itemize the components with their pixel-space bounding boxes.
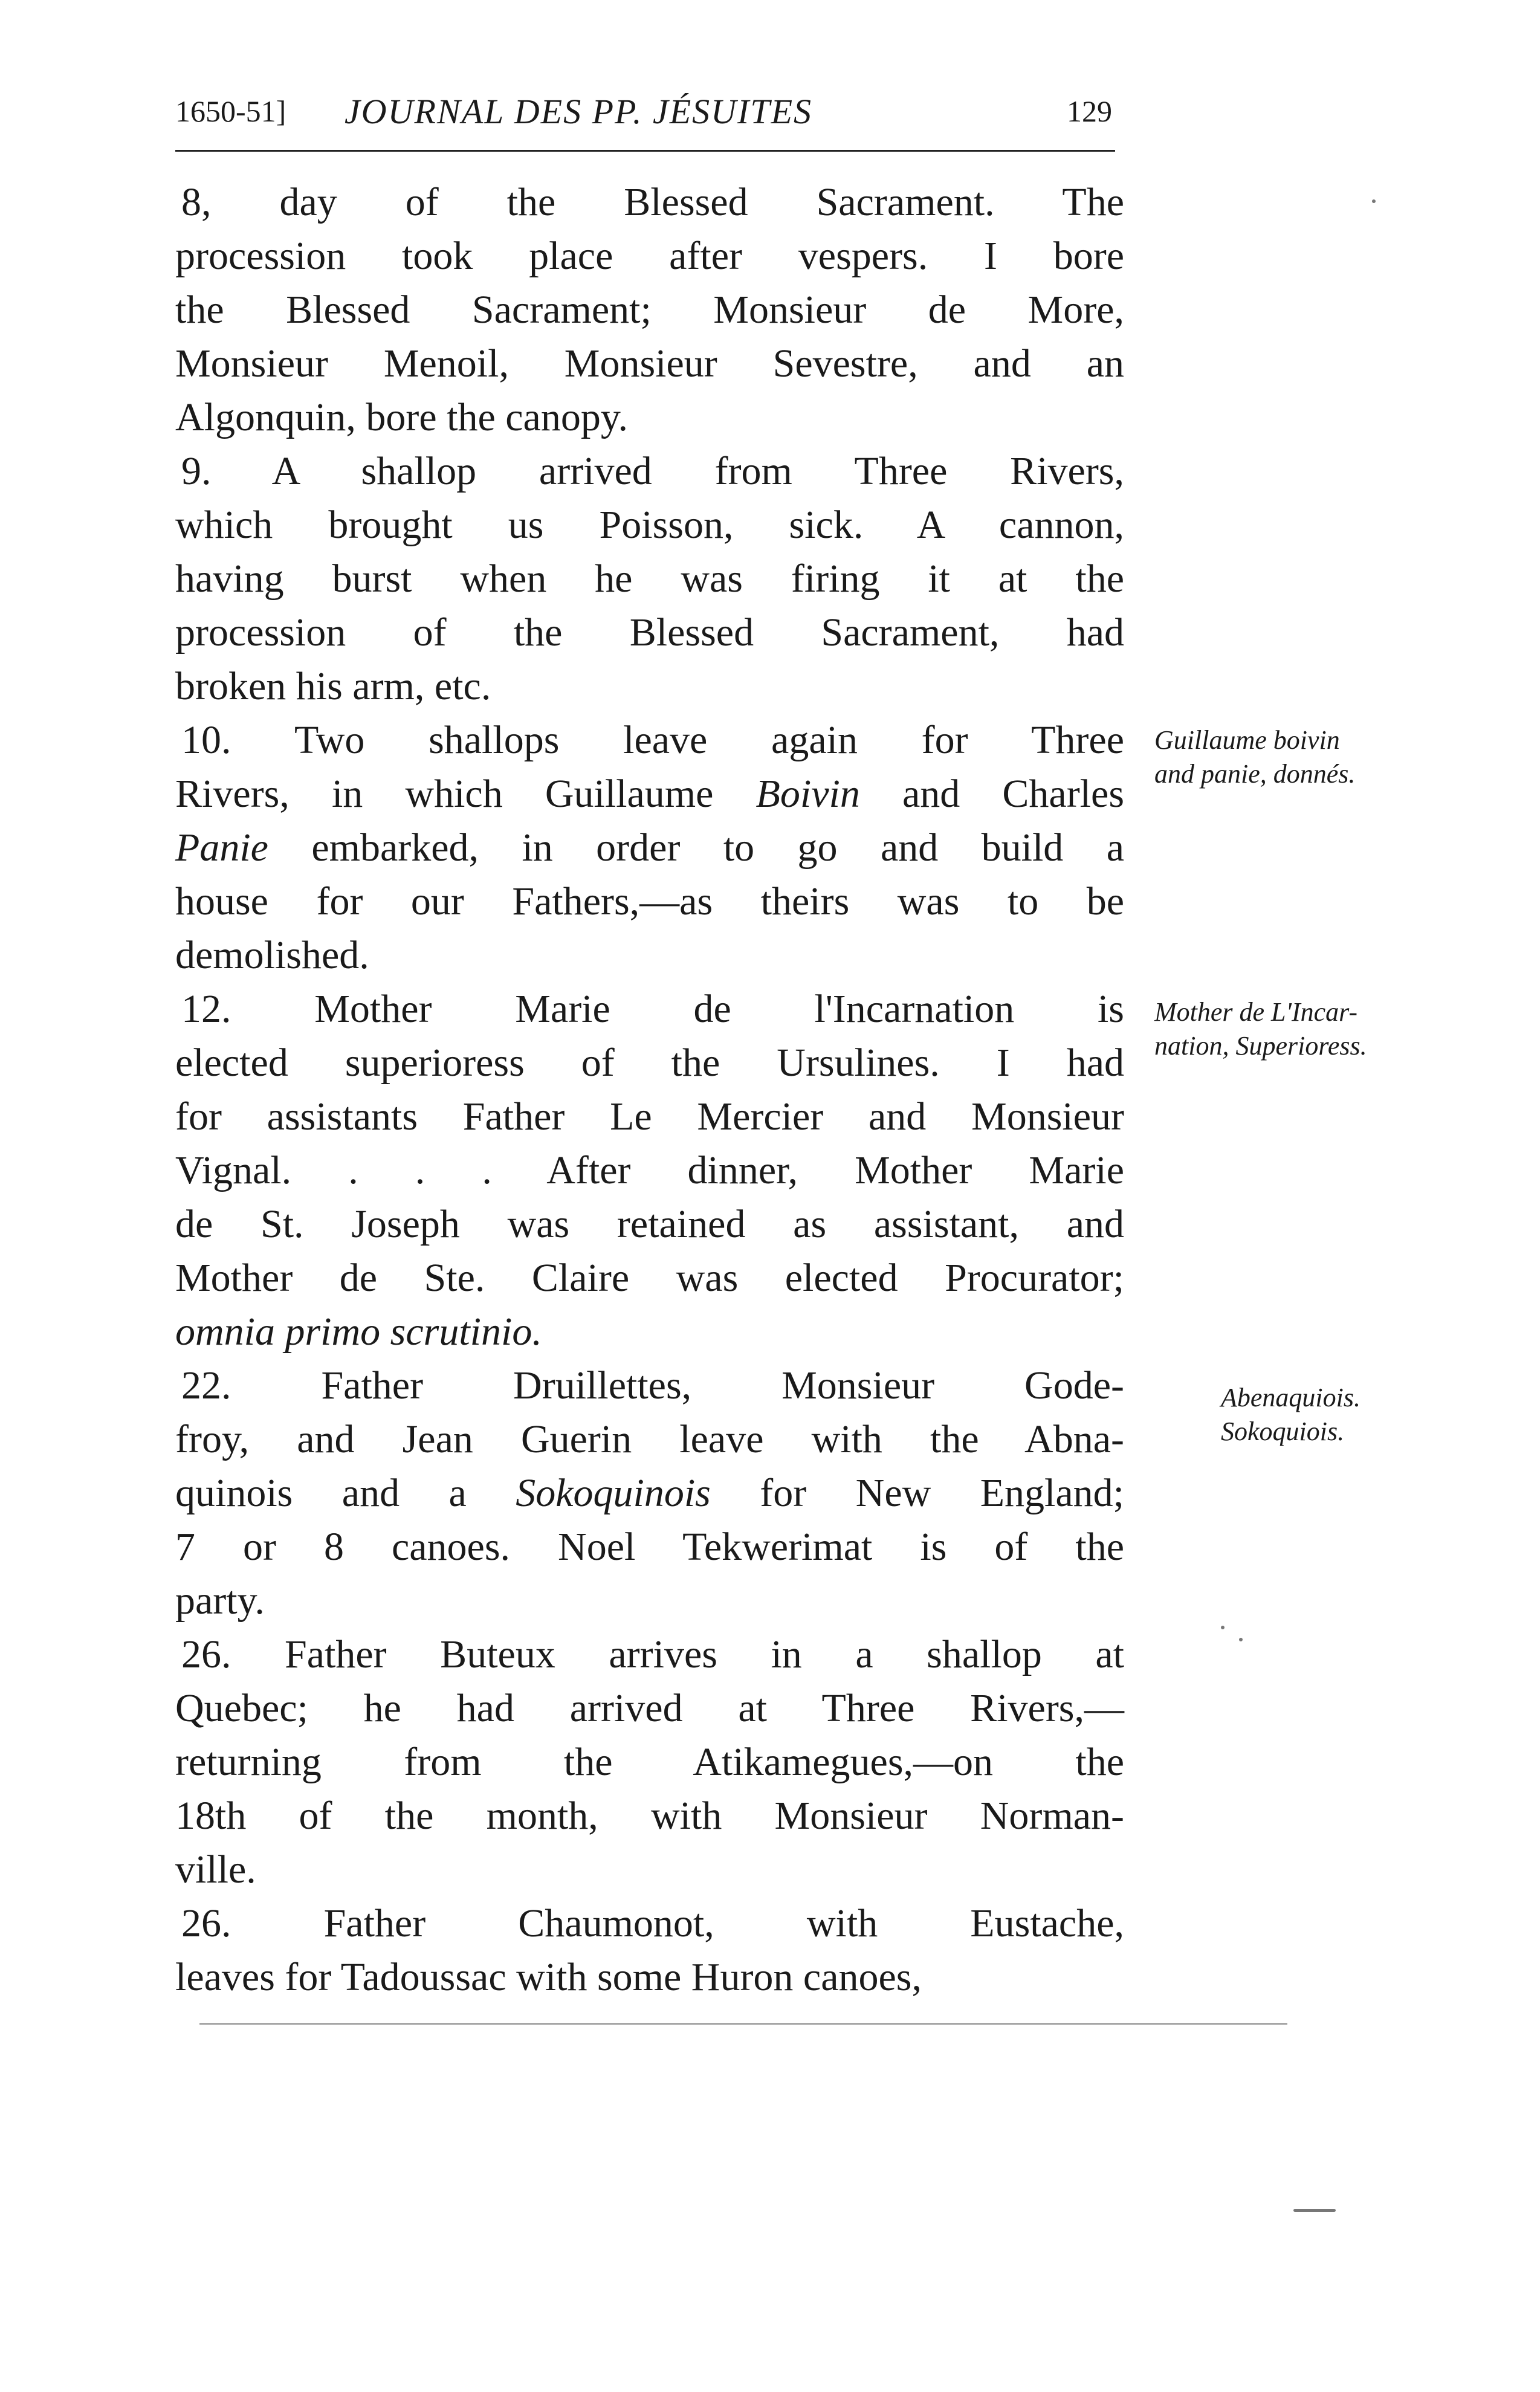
text-line: Monsieur Menoil, Monsieur Sevestre, and an xyxy=(175,341,1124,386)
text-line: 18th of the month, with Monsieur Norman- xyxy=(175,1794,1124,1838)
margin-note-line: Abenaquiois. xyxy=(1221,1383,1360,1412)
text-line: 9. A shallop arrived from Three Rivers, xyxy=(181,449,1124,493)
page-number: 129 xyxy=(1067,94,1112,128)
text-line: 8, day of the Blessed Sacrament. The xyxy=(181,180,1124,224)
text-line: elected superioress of the Ursulines. I had xyxy=(175,1041,1124,1085)
body-text xyxy=(175,175,1124,2004)
text-line: leaves for Tadoussac with some Huron canoes, xyxy=(175,1955,922,1999)
text-line: Panie embarked, in order to go and build a xyxy=(175,826,1124,870)
text-line: house for our Fathers,—as theirs was to be xyxy=(175,879,1124,923)
text-line: froy, and Jean Guerin leave with the Abna- xyxy=(175,1417,1124,1461)
text-line: Mother de Ste. Claire was elected Procurator; xyxy=(175,1256,1124,1300)
text-line: Rivers, in which Guillaume Boivin and Charles xyxy=(175,772,1124,816)
margin-note-line: nation, Superioress. xyxy=(1154,1031,1367,1061)
header-years: 1650-51] xyxy=(175,94,286,128)
text-line: 10. Two shallops leave again for Three xyxy=(181,718,1124,762)
scan-speck xyxy=(1293,2209,1336,2212)
text-line: 12. Mother Marie de l'Incarnation is xyxy=(181,987,1124,1031)
margin-note-line: and panie, donnés. xyxy=(1154,759,1356,789)
text-line: returning from the Atikamegues,—on the xyxy=(175,1740,1124,1784)
text-line: demolished. xyxy=(175,933,369,977)
text-line: Quebec; he had arrived at Three Rivers,— xyxy=(175,1686,1124,1730)
text-line: 26. Father Buteux arrives in a shallop at xyxy=(181,1632,1124,1676)
text-line: Algonquin, bore the canopy. xyxy=(175,395,629,439)
text-line: 22. Father Druillettes, Monsieur Gode- xyxy=(181,1363,1124,1408)
journal-entry-22 xyxy=(175,1359,1124,1628)
running-head xyxy=(175,88,1118,142)
journal-entry-26-buteux xyxy=(175,1628,1124,1896)
text-line: Vignal. . . . After dinner, Mother Marie xyxy=(175,1148,1124,1192)
text-line: ville. xyxy=(175,1847,256,1892)
italic-name: Boivin xyxy=(755,772,860,816)
scan-speck xyxy=(1221,1626,1225,1629)
header-title: JOURNAL DES PP. JÉSUITES xyxy=(345,92,813,131)
italic-name: Panie xyxy=(175,826,268,870)
text-line: procession of the Blessed Sacrament, had xyxy=(175,610,1124,655)
header-rule xyxy=(175,150,1115,152)
text-line: party. xyxy=(175,1579,265,1623)
journal-entry-9 xyxy=(175,444,1124,713)
margin-note-boivin-panie xyxy=(1154,723,1517,791)
text-line: de St. Joseph was retained as assistant, and xyxy=(175,1202,1124,1246)
journal-entry-12 xyxy=(175,982,1124,1359)
text-line: which brought us Poisson, sick. A cannon, xyxy=(175,503,1124,547)
text-line: the Blessed Sacrament; Monsieur de More, xyxy=(175,288,1124,332)
bottom-rule xyxy=(199,2023,1287,2025)
text-line: 26. Father Chaumonot, with Eustache, xyxy=(181,1901,1124,1945)
margin-note-line: Sokoquiois. xyxy=(1221,1417,1345,1446)
margin-note-line: Guillaume boivin xyxy=(1154,725,1340,755)
text-line: broken his arm, etc. xyxy=(175,664,491,708)
journal-entry-8 xyxy=(175,175,1124,444)
margin-note-superioress xyxy=(1154,995,1517,1063)
scan-speck xyxy=(1239,1638,1243,1641)
journal-entry-10 xyxy=(175,713,1124,982)
text-line: having burst when he was firing it at the xyxy=(175,557,1124,601)
margin-note-abenaquiois xyxy=(1221,1381,1540,1449)
text-line: procession took place after vespers. I bore xyxy=(175,234,1124,278)
journal-entry-26-chaumonot xyxy=(175,1896,1124,2004)
text-line: quinois and a Sokoquinois for New England; xyxy=(175,1471,1124,1515)
scan-speck xyxy=(1372,199,1376,203)
text-line: for assistants Father Le Mercier and Monsieur xyxy=(175,1094,1124,1139)
italic-name: Sokoquinois xyxy=(516,1471,711,1515)
latin-phrase: omnia primo scrutinio. xyxy=(175,1310,542,1354)
text-line: 7 or 8 canoes. Noel Tekwerimat is of the xyxy=(175,1525,1124,1569)
margin-note-line: Mother de L'Incar- xyxy=(1154,997,1358,1027)
